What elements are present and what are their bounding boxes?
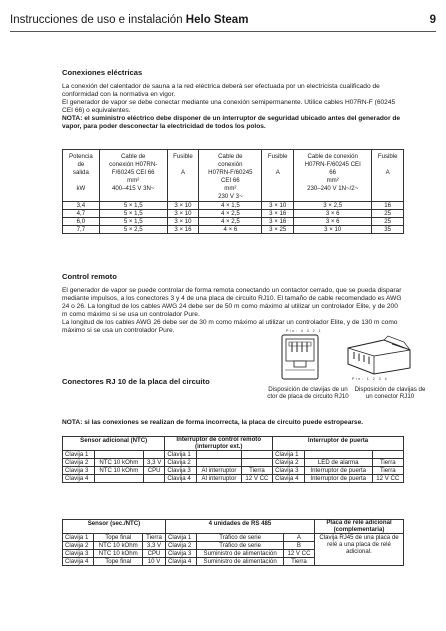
power-table-cell: 7,7 bbox=[63, 225, 100, 233]
remote-header-line-2: (interruptor ext.) bbox=[195, 442, 243, 450]
rs485-table bbox=[62, 519, 404, 566]
rs485-table-cell: Clavija 2 bbox=[165, 542, 196, 550]
power-table-cell: 4 × 2,5 bbox=[199, 217, 262, 225]
sensor-table-cell: 12 V CC bbox=[241, 475, 272, 483]
sensor-table-cell: Clavija 2 bbox=[165, 459, 197, 467]
power-table-cell: 3 × 10 bbox=[167, 201, 199, 209]
page-header bbox=[10, 14, 436, 26]
board-caption-line-2: ctor de placa de circuito RJ10 bbox=[267, 393, 349, 401]
rs485-table-cell: Clavija 4 bbox=[63, 558, 94, 566]
power-table-cell: 5 × 1,5 bbox=[99, 209, 167, 217]
rs485-table-cell: Suministro de alimentación bbox=[197, 558, 284, 566]
sensor-table-cell: Al interruptor bbox=[197, 475, 242, 483]
power-header-line bbox=[65, 177, 97, 185]
power-header-line: conexión bbox=[218, 160, 243, 168]
rs485-table-cell: Tierra bbox=[143, 534, 166, 542]
rj10-plug-figure bbox=[344, 334, 414, 376]
remote-paragraph-2: La longitud de los cables AWG 26 debe ser de 30 m como máximo al utilizar un controlador Elite, y de 130 m como máximo si se usa un controlador Pure. bbox=[62, 319, 398, 335]
power-header-line bbox=[374, 161, 401, 169]
sensor-table-cell bbox=[197, 459, 242, 467]
rs485-table-cell: Clavija 3 bbox=[165, 550, 196, 558]
sensor-table-cell: Clavija 1 bbox=[273, 451, 305, 459]
power-header-line bbox=[170, 161, 197, 169]
sensor-table-row bbox=[63, 451, 404, 459]
power-table-cell: 25 bbox=[372, 217, 404, 225]
power-header-line: 230 V 3~ bbox=[218, 192, 243, 200]
rs485-table-cell: Suministro de alimentación bbox=[197, 550, 284, 558]
sensor-header-door: Interruptor de puerta bbox=[273, 437, 404, 451]
rj10-plug-caption bbox=[352, 386, 428, 400]
remote-paragraph-1: El generador de vapor se puede controlar de forma remota conectando un contactor cerrado, que se pueda disparar mediante impulsos, a los conectores 3 y 4 de una placa de circuito RJ10. El tamaño de cable recomendado es AWG 24 o 26. La longitud de los cables AWG 24 debe ser de 50 m como máximo al utilizar un controlador Elite, y de 200 m como máximo si se usa un controlador Pure. bbox=[62, 287, 402, 319]
power-header-line: Cable de conexión bbox=[307, 153, 358, 160]
power-table-cell: 4 × 6 bbox=[199, 225, 262, 233]
rs485-table-cell: Clavija 1 bbox=[63, 534, 94, 542]
power-header-cable-230v bbox=[199, 150, 262, 202]
rs485-table-header bbox=[63, 520, 404, 534]
power-table-cell: 6,0 bbox=[63, 217, 100, 225]
sensor-table-cell bbox=[304, 451, 372, 459]
sensor-table-cell: Clavija 2 bbox=[273, 459, 305, 467]
rs485-table-cell: Clavija 4 bbox=[165, 558, 196, 566]
pin-label-board: Pin: 4 3 2 1 bbox=[286, 329, 323, 333]
relay-header-line-1: Placa de relé adicional bbox=[326, 519, 392, 526]
rs485-table-cell: Tope final bbox=[94, 534, 143, 542]
power-table-cell: 4 × 1,5 bbox=[199, 201, 262, 209]
sensor-header-ntc: Sensor adicional (NTC) bbox=[63, 437, 165, 451]
rs485-table-cell: Clavija 2 bbox=[63, 542, 94, 550]
electrical-heading: Conexiones eléctricas bbox=[62, 68, 143, 77]
power-table-cell: 35 bbox=[372, 225, 404, 233]
power-header-cable-230-240v bbox=[294, 150, 372, 202]
sensor-table-cell: NTC 10 kOhm bbox=[94, 467, 143, 475]
rs485-header-units: 4 unidades de RS 485 bbox=[165, 520, 314, 534]
power-header-fuse-1 bbox=[167, 150, 199, 202]
sensor-table-cell: Interruptor de puerta bbox=[304, 467, 372, 475]
rs485-table-cell: B bbox=[283, 542, 314, 550]
power-table-cell: 4,7 bbox=[63, 209, 100, 217]
rs485-table-cell: A bbox=[283, 534, 314, 542]
sensor-table-cell: 3,3 V bbox=[143, 459, 165, 467]
power-table-cell: 3 × 16 bbox=[262, 217, 294, 225]
power-table-row bbox=[63, 217, 404, 225]
rs485-table-cell: Tope final bbox=[94, 558, 143, 566]
rs485-table-cell: NTC 10 kOhm bbox=[94, 542, 143, 550]
electrical-paragraph-1: La conexión del calentador de sauna a la red eléctrica deberá ser efectuada por un electricista cualificado de conformidad con la normativa en vigor. bbox=[62, 83, 380, 99]
power-header-line: F/60245 CEI 66 bbox=[111, 168, 155, 176]
power-header-line: Cable de bbox=[121, 153, 146, 160]
sensor-table-cell: Clavija 2 bbox=[63, 459, 95, 467]
pin-label-plug: Pin: 1 2 3 4 bbox=[352, 377, 389, 381]
power-header-line: A bbox=[275, 168, 280, 176]
power-header-line: kW bbox=[76, 184, 86, 192]
sensor-table-cell bbox=[241, 459, 272, 467]
rs485-table-cell: Clavija 1 bbox=[165, 534, 196, 542]
power-table-cell: 3 × 6 bbox=[294, 217, 372, 225]
sensor-table-cell: Clavija 1 bbox=[165, 451, 197, 459]
remote-header-line-1: Interruptor de control remoto bbox=[176, 436, 262, 443]
power-header-line: salida bbox=[72, 168, 89, 176]
power-table bbox=[62, 149, 404, 234]
rs485-table-cell: NTC 10 kOhm bbox=[94, 550, 143, 558]
sensor-table-row bbox=[63, 459, 404, 467]
sensor-table-cell: Al interruptor bbox=[197, 467, 242, 475]
power-table-cell: 3 × 10 bbox=[294, 225, 372, 233]
electrical-paragraph-2: El generador de vapor se debe conectar mediante una conexión semipermanente. Utilice cables H07RN-F (60245 CEI 66) o equivalentes. bbox=[62, 99, 396, 115]
header-rule bbox=[10, 31, 436, 32]
power-table-cell: 3 × 2,5 bbox=[294, 201, 372, 209]
sensor-table-cell: Tierra bbox=[372, 467, 403, 475]
sensor-table-cell: 12 V CC bbox=[372, 475, 403, 483]
power-table-row bbox=[63, 209, 404, 217]
sensor-table-cell: Clavija 4 bbox=[63, 475, 95, 483]
power-header-line: H07RN-F/60245 bbox=[208, 168, 253, 176]
power-header-line: CEI 66 bbox=[221, 176, 240, 184]
power-header-line: 400–415 V 3N~ bbox=[111, 184, 155, 192]
remote-heading: Control remoto bbox=[62, 272, 117, 281]
power-header-output bbox=[63, 150, 100, 202]
power-header-line: de bbox=[77, 160, 85, 168]
header-title-bold: Helo Steam bbox=[185, 14, 249, 26]
sensor-table bbox=[62, 436, 404, 483]
sensor-table-cell bbox=[372, 451, 403, 459]
plug-caption-line-2: un conector RJ10 bbox=[365, 393, 415, 401]
power-header-line: 230–240 V 1N~/2~ bbox=[307, 184, 359, 192]
power-table-cell: 16 bbox=[372, 201, 404, 209]
power-table-cell: 5 × 1,5 bbox=[99, 217, 167, 225]
relay-note-cell: Clavija RJ45 de una placa de relé a una placa de relé adicional. bbox=[315, 534, 404, 566]
rj10-board-caption bbox=[262, 386, 354, 400]
power-header-line: mm² bbox=[326, 176, 339, 184]
power-table-cell: 3,4 bbox=[63, 201, 100, 209]
sensor-table-cell: Clavija 3 bbox=[165, 467, 197, 475]
rs485-table-row bbox=[63, 534, 404, 542]
power-header-fuse-2 bbox=[262, 150, 294, 202]
sensor-table-row bbox=[63, 475, 404, 483]
sensor-table-cell: CPU bbox=[143, 467, 165, 475]
rj10-heading: Conectores RJ 10 de la placa del circuito bbox=[62, 377, 210, 386]
sensor-header-remote bbox=[165, 437, 273, 451]
rs485-header-relay bbox=[315, 520, 404, 534]
power-table-row bbox=[63, 225, 404, 233]
power-header-line: Potencia bbox=[69, 153, 93, 160]
sensor-table-cell bbox=[94, 475, 143, 483]
power-table-cell: 3 × 10 bbox=[167, 209, 199, 217]
power-table-cell: 5 × 1,5 bbox=[99, 201, 167, 209]
power-header-cable-400v bbox=[99, 150, 167, 202]
rj10-board-connector-figure bbox=[281, 334, 319, 380]
sensor-table-cell: LED de alarma bbox=[304, 459, 372, 467]
sensor-table-cell: NTC 10 kOhm bbox=[94, 459, 143, 467]
power-table-cell: 3 × 16 bbox=[167, 225, 199, 233]
power-table-cell: 3 × 10 bbox=[262, 201, 294, 209]
power-table-cell: 25 bbox=[372, 209, 404, 217]
power-header-line: mm² bbox=[224, 184, 237, 192]
power-table-cell: 3 × 25 bbox=[262, 225, 294, 233]
sensor-table-cell bbox=[143, 451, 165, 459]
power-table-cell: 4 × 2,5 bbox=[199, 209, 262, 217]
sensor-table-cell: Clavija 4 bbox=[165, 475, 197, 483]
rs485-table-cell: 10 V bbox=[143, 558, 166, 566]
power-header-line: mm² bbox=[127, 176, 140, 184]
sensor-table-cell: Clavija 3 bbox=[273, 467, 305, 475]
plug-caption-line-1: Disposición de clavijas de bbox=[354, 386, 426, 393]
sensor-table-cell: Clavija 4 bbox=[273, 475, 305, 483]
board-caption-line-1: Disposición de clavijas de un bbox=[268, 386, 348, 393]
header-title-prefix: Instrucciones de uso e instalación bbox=[10, 14, 186, 26]
rs485-table-cell: CPU bbox=[143, 550, 166, 558]
rs485-table-cell: 12 V CC bbox=[283, 550, 314, 558]
rs485-header-sensor: Sensor (sec./NTC) bbox=[63, 520, 166, 534]
power-header-line: Fusible bbox=[267, 153, 288, 160]
sensor-table-cell bbox=[143, 475, 165, 483]
sensor-table-cell: Interruptor de puerta bbox=[304, 475, 372, 483]
rs485-table-cell: Tierra bbox=[283, 558, 314, 566]
electrical-section bbox=[62, 68, 402, 131]
sensor-table-cell bbox=[241, 451, 272, 459]
power-header-fuse-3 bbox=[372, 150, 404, 202]
power-header-line: Fusible bbox=[173, 153, 193, 160]
power-header-line bbox=[264, 161, 291, 169]
electrical-note: NOTA: el suministro eléctrico debe disponer de un interruptor de seguridad ubicado antes del generador de vapor, para poder desconectar la electricidad de todos los polos. bbox=[62, 115, 401, 131]
rs485-table-cell: Clavija 3 bbox=[63, 550, 94, 558]
page-number: 9 bbox=[429, 14, 436, 26]
power-table-row bbox=[63, 201, 404, 209]
power-table-cell: 3 × 10 bbox=[167, 217, 199, 225]
power-table-cell: 3 × 16 bbox=[262, 209, 294, 217]
relay-header-line-2: (complementaria) bbox=[333, 525, 385, 533]
sensor-table-cell: Clavija 1 bbox=[63, 451, 95, 459]
sensor-table-header bbox=[63, 437, 404, 451]
rs485-table-cell: 3,3 V bbox=[143, 542, 166, 550]
power-table-header bbox=[63, 150, 404, 202]
power-header-line: A bbox=[385, 168, 390, 176]
sensor-table-cell: Tierra bbox=[372, 459, 403, 467]
power-header-line: conexión H07RN- bbox=[109, 160, 158, 168]
power-header-line: A bbox=[180, 168, 186, 176]
sensor-table-cell: Clavija 3 bbox=[63, 467, 95, 475]
remote-section bbox=[62, 272, 402, 335]
sensor-table-cell: Tierra bbox=[241, 467, 272, 475]
rj10-note: NOTA: si las conexiones se realizan de forma incorrecta, la placa de circuito puede estropearse. bbox=[62, 419, 364, 426]
rs485-table-cell: Tráfico de serie bbox=[197, 534, 284, 542]
sensor-table-row bbox=[63, 467, 404, 475]
sensor-table-cell bbox=[94, 451, 143, 459]
power-header-line: Cable de bbox=[218, 153, 243, 160]
power-header-line: H07RN-F/60245 CEI bbox=[304, 160, 361, 168]
sensor-table-cell bbox=[197, 451, 242, 459]
power-table-cell: 5 × 2,5 bbox=[99, 225, 167, 233]
rs485-table-cell: Tráfico de serie bbox=[197, 542, 284, 550]
power-header-line: Fusible bbox=[377, 153, 398, 160]
power-header-line: 66 bbox=[329, 168, 337, 176]
power-table-cell: 3 × 6 bbox=[294, 209, 372, 217]
